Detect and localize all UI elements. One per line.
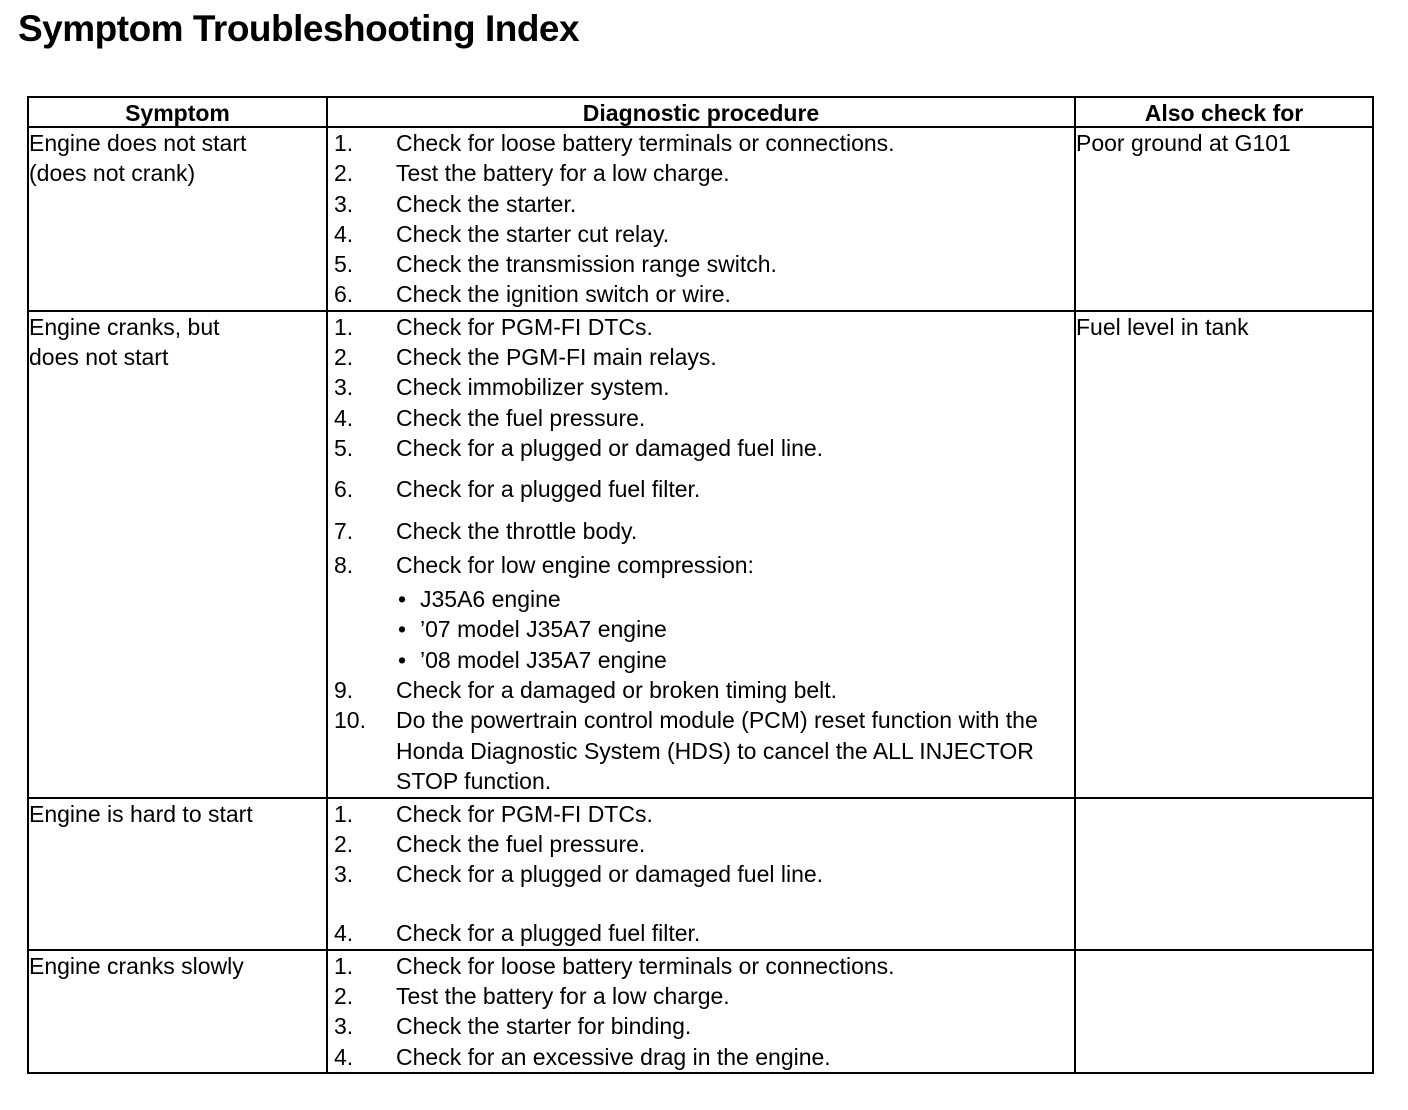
step-number: 6.	[334, 476, 354, 503]
procedure-step	[328, 342, 1074, 372]
step-text: Check the starter.	[396, 190, 577, 217]
header-symptom: Symptom	[28, 97, 327, 127]
header-diagnostic-procedure: Diagnostic procedure	[327, 97, 1075, 127]
step-text: Check the starter for binding.	[396, 1013, 692, 1040]
step-text: Check the ignition switch or wire.	[396, 281, 731, 308]
step-text: Check immobilizer system.	[396, 374, 670, 401]
procedure-cell	[327, 311, 1075, 798]
step-text: Do the powertrain control module (PCM) reset function with the Honda Diagnostic System (HDS) to cancel the ALL INJECTOR STOP function.	[396, 707, 1038, 794]
sub-item-text: J35A6 engine	[420, 586, 561, 613]
procedure-step	[328, 1042, 1074, 1072]
procedure-step	[328, 799, 1074, 829]
sub-item	[328, 645, 1074, 675]
procedure-step	[328, 279, 1074, 309]
also-check-cell: Fuel level in tank	[1075, 311, 1373, 798]
step-number: 3.	[334, 374, 354, 401]
step-number: 3.	[334, 1013, 354, 1040]
procedure-cell	[327, 950, 1075, 1073]
table-row	[28, 950, 1373, 1073]
symptom-cell	[28, 311, 327, 798]
symptom-text: Engine cranks slowly	[29, 952, 244, 979]
step-number: 9.	[334, 677, 354, 704]
step-number: 10.	[334, 707, 366, 734]
step-number: 1.	[334, 800, 354, 827]
procedure-step	[328, 128, 1074, 158]
step-number: 8.	[334, 551, 354, 578]
table-row	[28, 311, 1373, 798]
step-text: Check the starter cut relay.	[396, 220, 670, 247]
step-number: 6.	[334, 281, 354, 308]
table-row	[28, 798, 1373, 950]
also-check-cell	[1075, 798, 1373, 950]
symptom-text: (does not crank)	[29, 160, 196, 186]
symptom-cell	[28, 127, 327, 311]
step-number: 4.	[334, 1043, 354, 1070]
step-number: 1.	[334, 952, 354, 979]
symptom-text: does not start	[29, 343, 169, 370]
step-text: Check for a damaged or broken timing belt.	[396, 677, 838, 704]
step-text: Check for a plugged or damaged fuel line.	[396, 861, 824, 888]
procedure-step	[328, 249, 1074, 279]
procedure-cell	[327, 798, 1075, 950]
bullet: •	[398, 616, 407, 643]
also-check-cell	[1075, 950, 1373, 1073]
step-text: Check for a plugged or damaged fuel line.	[396, 434, 824, 461]
step-text: Check the transmission range switch.	[396, 251, 777, 278]
bullet: •	[398, 646, 407, 673]
step-text: Check for an excessive drag in the engine.	[396, 1043, 831, 1070]
procedure-step	[328, 219, 1074, 249]
step-text: Test the battery for a low charge.	[396, 160, 730, 187]
symptom-table	[27, 96, 1374, 1074]
step-text: Check for PGM-FI DTCs.	[396, 313, 653, 340]
procedure-step	[328, 918, 1074, 948]
step-text: Check for loose battery terminals or connections.	[396, 130, 895, 156]
step-number: 1.	[334, 313, 354, 340]
step-number: 2.	[334, 831, 354, 858]
step-text: Check for a plugged fuel filter.	[396, 919, 701, 946]
step-text: Check the PGM-FI main relays.	[396, 344, 717, 371]
procedure-step	[328, 372, 1074, 402]
step-number: 4.	[334, 404, 354, 431]
sub-item	[328, 584, 1074, 614]
step-number: 3.	[334, 190, 354, 217]
table-row	[28, 127, 1373, 311]
symptom-text: Engine cranks, but	[29, 313, 220, 340]
step-number: 2.	[334, 160, 354, 187]
symptom-text: Engine does not start	[29, 130, 247, 156]
step-text: Check the throttle body.	[396, 517, 638, 544]
procedure-step	[328, 981, 1074, 1011]
step-number: 5.	[334, 434, 354, 461]
step-number: 7.	[334, 517, 354, 544]
step-text: Check for low engine compression:	[396, 551, 754, 578]
page-title: Symptom Troubleshooting Index	[18, 8, 580, 49]
procedure-step	[328, 516, 1074, 546]
step-text: Test the battery for a low charge.	[396, 983, 730, 1010]
step-text: Check for a plugged fuel filter.	[396, 476, 701, 503]
procedure-cell	[327, 127, 1075, 311]
step-text: Check the fuel pressure.	[396, 404, 646, 431]
step-number: 2.	[334, 344, 354, 371]
step-number: 1.	[334, 130, 354, 156]
step-number: 4.	[334, 220, 354, 247]
step-number: 2.	[334, 983, 354, 1010]
procedure-step	[328, 158, 1074, 188]
procedure-step	[328, 474, 1074, 504]
procedure-step	[328, 433, 1074, 463]
step-number: 5.	[334, 251, 354, 278]
symptom-text: Engine is hard to start	[29, 800, 253, 827]
sub-item-text: ’07 model J35A7 engine	[420, 616, 667, 643]
procedure-step	[328, 829, 1074, 859]
procedure-step	[328, 951, 1074, 981]
procedure-step	[328, 312, 1074, 342]
symptom-cell	[28, 950, 327, 1073]
sub-item-text: ’08 model J35A7 engine	[420, 646, 667, 673]
procedure-step	[328, 189, 1074, 219]
step-number: 4.	[334, 919, 354, 946]
procedure-step	[328, 675, 1074, 705]
symptom-cell	[28, 798, 327, 950]
bullet: •	[398, 586, 407, 613]
compression-sublist	[328, 584, 1074, 675]
table-header-row	[28, 97, 1373, 127]
procedure-step	[328, 705, 1074, 796]
step-text: Check for PGM-FI DTCs.	[396, 800, 653, 827]
step-text: Check for loose battery terminals or connections.	[396, 952, 895, 979]
procedure-step	[328, 550, 1074, 580]
also-check-cell: Poor ground at G101	[1075, 127, 1373, 311]
procedure-step	[328, 859, 1074, 889]
procedure-step	[328, 403, 1074, 433]
step-text: Check the fuel pressure.	[396, 831, 646, 858]
step-number: 3.	[334, 861, 354, 888]
procedure-step	[328, 1011, 1074, 1041]
sub-item	[328, 614, 1074, 644]
header-also-check-for: Also check for	[1075, 97, 1373, 127]
